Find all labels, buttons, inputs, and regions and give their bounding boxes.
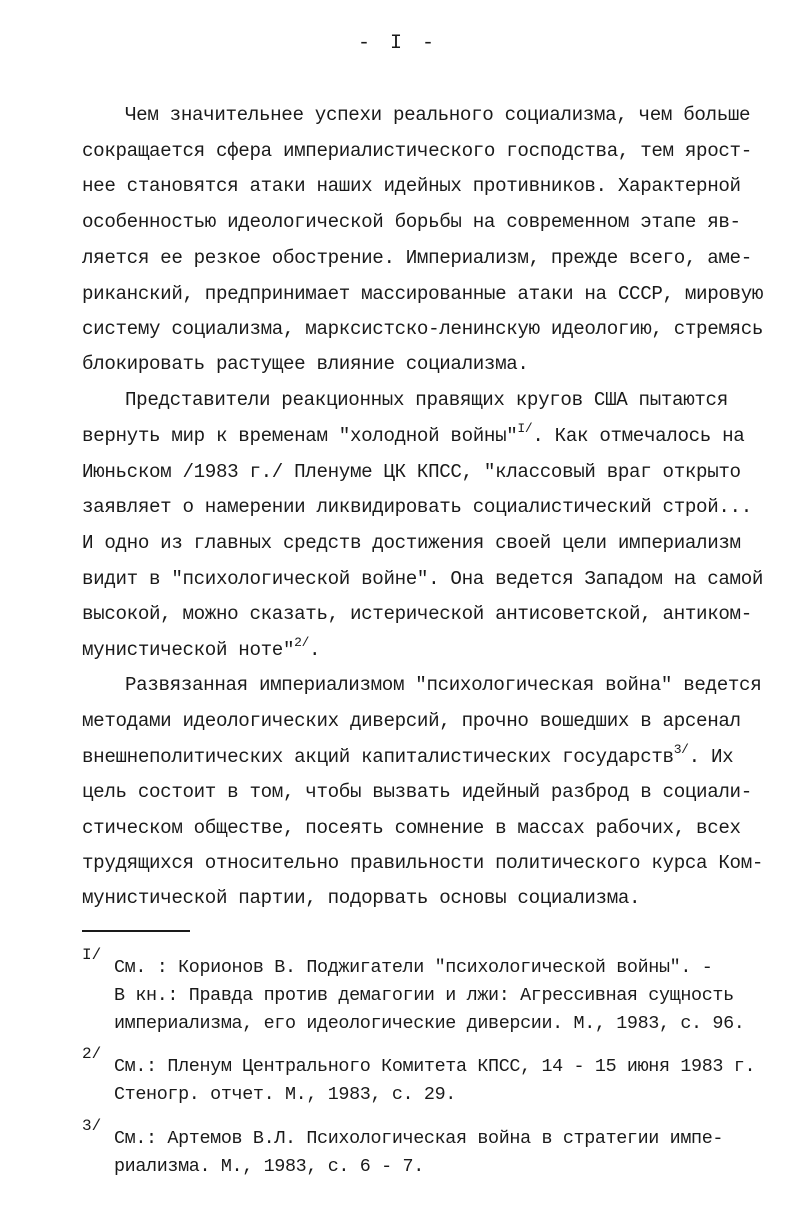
text-line: блокировать растущее влияние социализма.	[82, 353, 529, 375]
text-line	[82, 420, 745, 448]
text-line	[82, 741, 734, 769]
text-span: . Их	[688, 746, 734, 768]
text-span: вернуть мир к временам "холодной войны"	[82, 425, 518, 447]
text-line: Представители реакционных правящих кругов США пытаются	[125, 389, 728, 411]
text-line: видит в "психологической войне". Она ведется Западом на самой	[82, 568, 764, 590]
page-number: - I -	[357, 32, 438, 55]
text-line: Развязанная империализмом "психологическая война" ведется	[125, 674, 762, 696]
text-line: стическом обществе, посеять сомнение в массах рабочих, всех	[82, 817, 741, 839]
text-line: риканский, предпринимает массированные атаки на СССР, мировую	[82, 283, 764, 305]
footnote-mark: 3/	[82, 1117, 102, 1135]
footnote-line: См.: Артемов В.Л. Психологическая война в стратегии импе-	[114, 1128, 724, 1149]
footnote-line: См. : Корионов В. Поджигатели "психологической войны". -	[114, 957, 713, 978]
footnote-ref-2[interactable]: 2/	[294, 634, 310, 650]
text-line: особенностью идеологической борьбы на современном этапе яв-	[82, 211, 741, 233]
text-line: методами идеологических диверсий, прочно вошедших в арсенал	[82, 710, 741, 732]
text-line: ляется ее резкое обострение. Империализм, прежде всего, аме-	[82, 247, 752, 269]
footnote-line: Стеногр. отчет. М., 1983, с. 29.	[114, 1084, 456, 1105]
text-span: .	[309, 639, 321, 661]
footnote-mark: I/	[82, 946, 102, 964]
text-span: внешнеполитических акций капиталистических государств	[82, 746, 674, 768]
text-line: И одно из главных средств достижения своей цели империализм	[82, 532, 741, 554]
text-line: нее становятся атаки наших идейных противников. Характерной	[82, 175, 741, 197]
footnote-line: риализма. М., 1983, с. 6 - 7.	[114, 1156, 424, 1177]
footnote-ref-3[interactable]: 3/	[673, 741, 689, 757]
text-line: высокой, можно сказать, истерической антисоветской, антиком-	[82, 603, 752, 625]
text-line: мунистической партии, подорвать основы социализма.	[82, 887, 641, 909]
text-span: . Как отмечалось на	[532, 425, 745, 447]
text-line: систему социализма, марксистско-ленинскую идеологию, стремясь	[82, 318, 764, 340]
footnote-line: В кн.: Правда против демагогии и лжи: Агрессивная сущность	[114, 985, 734, 1006]
text-line: цель состоит в том, чтобы вызвать идейный разброд в социали-	[82, 781, 752, 803]
text-span: мунистической ноте"	[82, 639, 295, 661]
footnote-separator	[82, 930, 190, 932]
footnote-ref-1[interactable]: I/	[517, 420, 533, 436]
text-line: сокращается сфера империалистического господства, тем ярост-	[82, 140, 752, 162]
footnote-line: См.: Пленум Центрального Комитета КПСС, 14 - 15 июня 1983 г.	[114, 1056, 756, 1077]
text-line	[82, 634, 321, 662]
footnote-mark: 2/	[82, 1045, 102, 1063]
text-line: заявляет о намерении ликвидировать социалистический строй...	[82, 496, 752, 518]
text-line: Чем значительнее успехи реального социализма, чем больше	[125, 104, 751, 126]
text-line: Июньском /1983 г./ Пленуме ЦК КПСС, "классовый враг открыто	[82, 461, 741, 483]
text-line: трудящихся относительно правильности политического курса Ком-	[82, 852, 764, 874]
footnote-line: империализма, его идеологические диверсии. М., 1983, с. 96.	[114, 1013, 745, 1034]
